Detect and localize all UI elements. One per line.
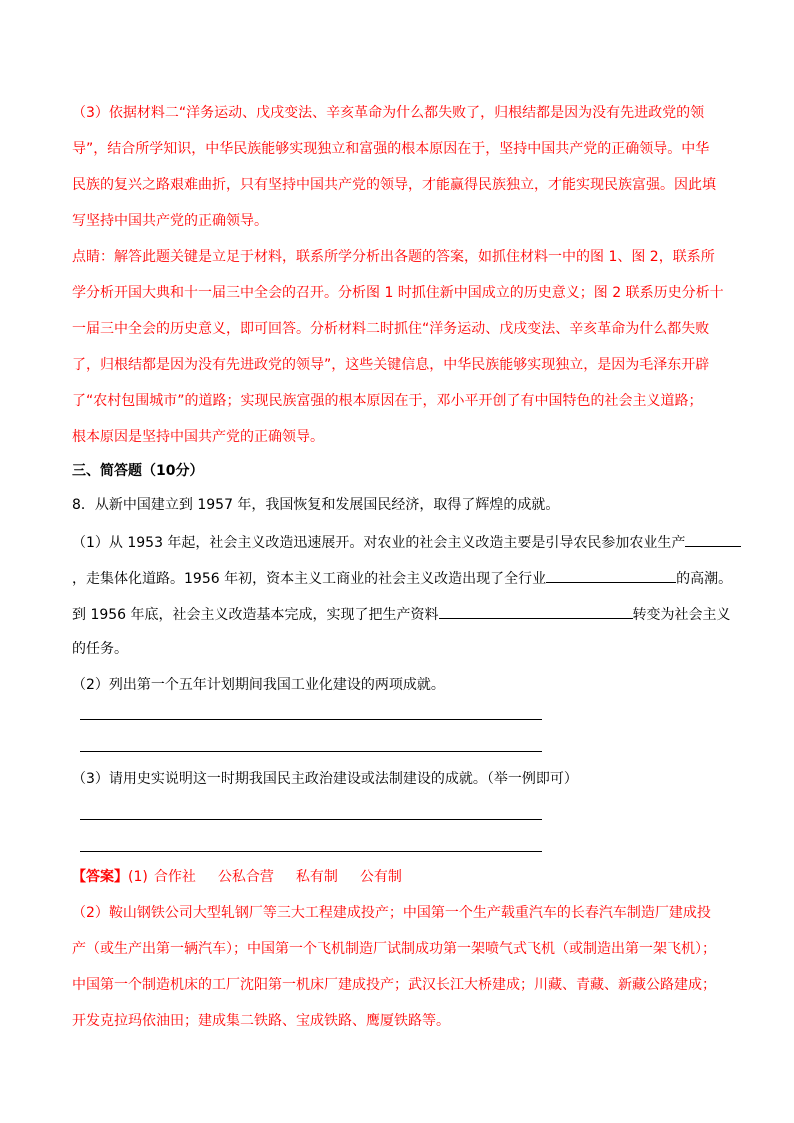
question-1-line: 的任务。 <box>72 641 128 657</box>
answer-item: 私有制 <box>295 869 338 885</box>
answer-label: 【答案】 <box>72 869 128 885</box>
answer-part-2-line: 产（或生产出第一辆汽车）；中国第一个飞机制造厂试制成功第一架喷气式飞机（或制造出第一架飞机）； <box>72 941 716 957</box>
tip-line: 学分析开国大典和十一届三中全会的召开。分析图 1 时抓住新中国成立的历史意义；图 2 联系历史分析十 <box>72 285 724 301</box>
analysis-p3-line: 导”，结合所学知识，中华民族能够实现独立和富强的根本原因在于，坚持中国共产党的正确领导。中华 <box>72 141 710 157</box>
answer-line[interactable] <box>80 751 542 752</box>
answer-item: 公有制 <box>359 869 402 885</box>
question-1-text: （1）从 1953 年起，社会主义改造迅速展开。对农业的社会主义改造主要是引导农民参加农业生产 <box>72 535 686 551</box>
answer-line[interactable] <box>80 719 542 720</box>
fill-blank[interactable] <box>546 567 676 583</box>
question-3: （3）请用史实说明这一时期我国民主政治建设或法制建设的成就。（举一例即可） <box>72 771 578 787</box>
question-stem: 8．从新中国建立到 1957 年，我国恢复和发展国民经济，取得了辉煌的成就。 <box>72 497 560 513</box>
section-heading: 三、简答题（10分） <box>72 463 204 479</box>
question-1-line <box>72 531 741 551</box>
question-1-text: ，走集体化道路。1956 年初，资本主义工商业的社会主义改造出现了全行业 <box>72 571 547 587</box>
answer-line-1 <box>72 867 402 887</box>
analysis-p3-line: 民族的复兴之路艰难曲折，只有坚持中国共产党的领导，才能赢得民族独立，才能实现民族富强。因此填 <box>72 177 716 193</box>
question-2: （2）列出第一个五年计划期间我国工业化建设的两项成就。 <box>72 677 445 693</box>
answer-item: 合作社 <box>153 869 196 885</box>
question-1-line <box>72 603 731 623</box>
question-1-text: 的高潮。 <box>676 571 733 587</box>
answer-part-2-line: （2）鞍山钢铁公司大型轧钢厂等三大工程建成投产；中国第一个生产载重汽车的长春汽车制造厂建成投 <box>72 905 711 921</box>
fill-blank[interactable] <box>685 531 741 547</box>
tip-line: 根本原因是坚持中国共产党的正确领导。 <box>72 429 324 445</box>
analysis-p3-line: （3）依据材料二“洋务运动、戊戌变法、辛亥革命为什么都失败了，归根结都是因为没有先进政党的领 <box>72 105 705 121</box>
answer-item: 公私合营 <box>217 869 274 885</box>
tip-line: 一届三中全会的历史意义，即可回答。分析材料二时抓住“洋务运动、戊戌变法、辛亥革命为什么都失败 <box>72 321 710 337</box>
answer-part-2-line: 中国第一个制造机床的工厂沈阳第一机床厂建成投产；武汉长江大桥建成；川藏、青藏、新藏公路建成； <box>72 977 716 993</box>
question-1-line <box>72 567 732 587</box>
answer-line[interactable] <box>80 851 542 852</box>
analysis-p3-line: 写坚持中国共产党的正确领导。 <box>72 213 268 229</box>
answer-line[interactable] <box>80 819 542 820</box>
tip-line: 点睛：解答此题关键是立足于材料，联系所学分析出各题的答案，如抓住材料一中的图 1、图 2，联系所 <box>72 249 715 265</box>
fill-blank[interactable] <box>439 603 633 619</box>
question-1-text: 到 1956 年底，社会主义改造基本完成，实现了把生产资料 <box>72 607 439 623</box>
answer-part-1-prefix: (1) <box>128 869 148 885</box>
question-1-text: 转变为社会主义 <box>632 607 731 623</box>
answer-part-2-line: 开发克拉玛依油田；建成集二铁路、宝成铁路、鹰厦铁路等。 <box>72 1013 450 1029</box>
tip-line: 了“农村包围城市”的道路；实现民族富强的根本原因在于，邓小平开创了有中国特色的社会主义道路； <box>72 393 703 409</box>
tip-line: 了，归根结都是因为没有先进政党的领导”，这些关键信息，中华民族能够实现独立，是因为毛泽东开辟 <box>72 357 710 373</box>
